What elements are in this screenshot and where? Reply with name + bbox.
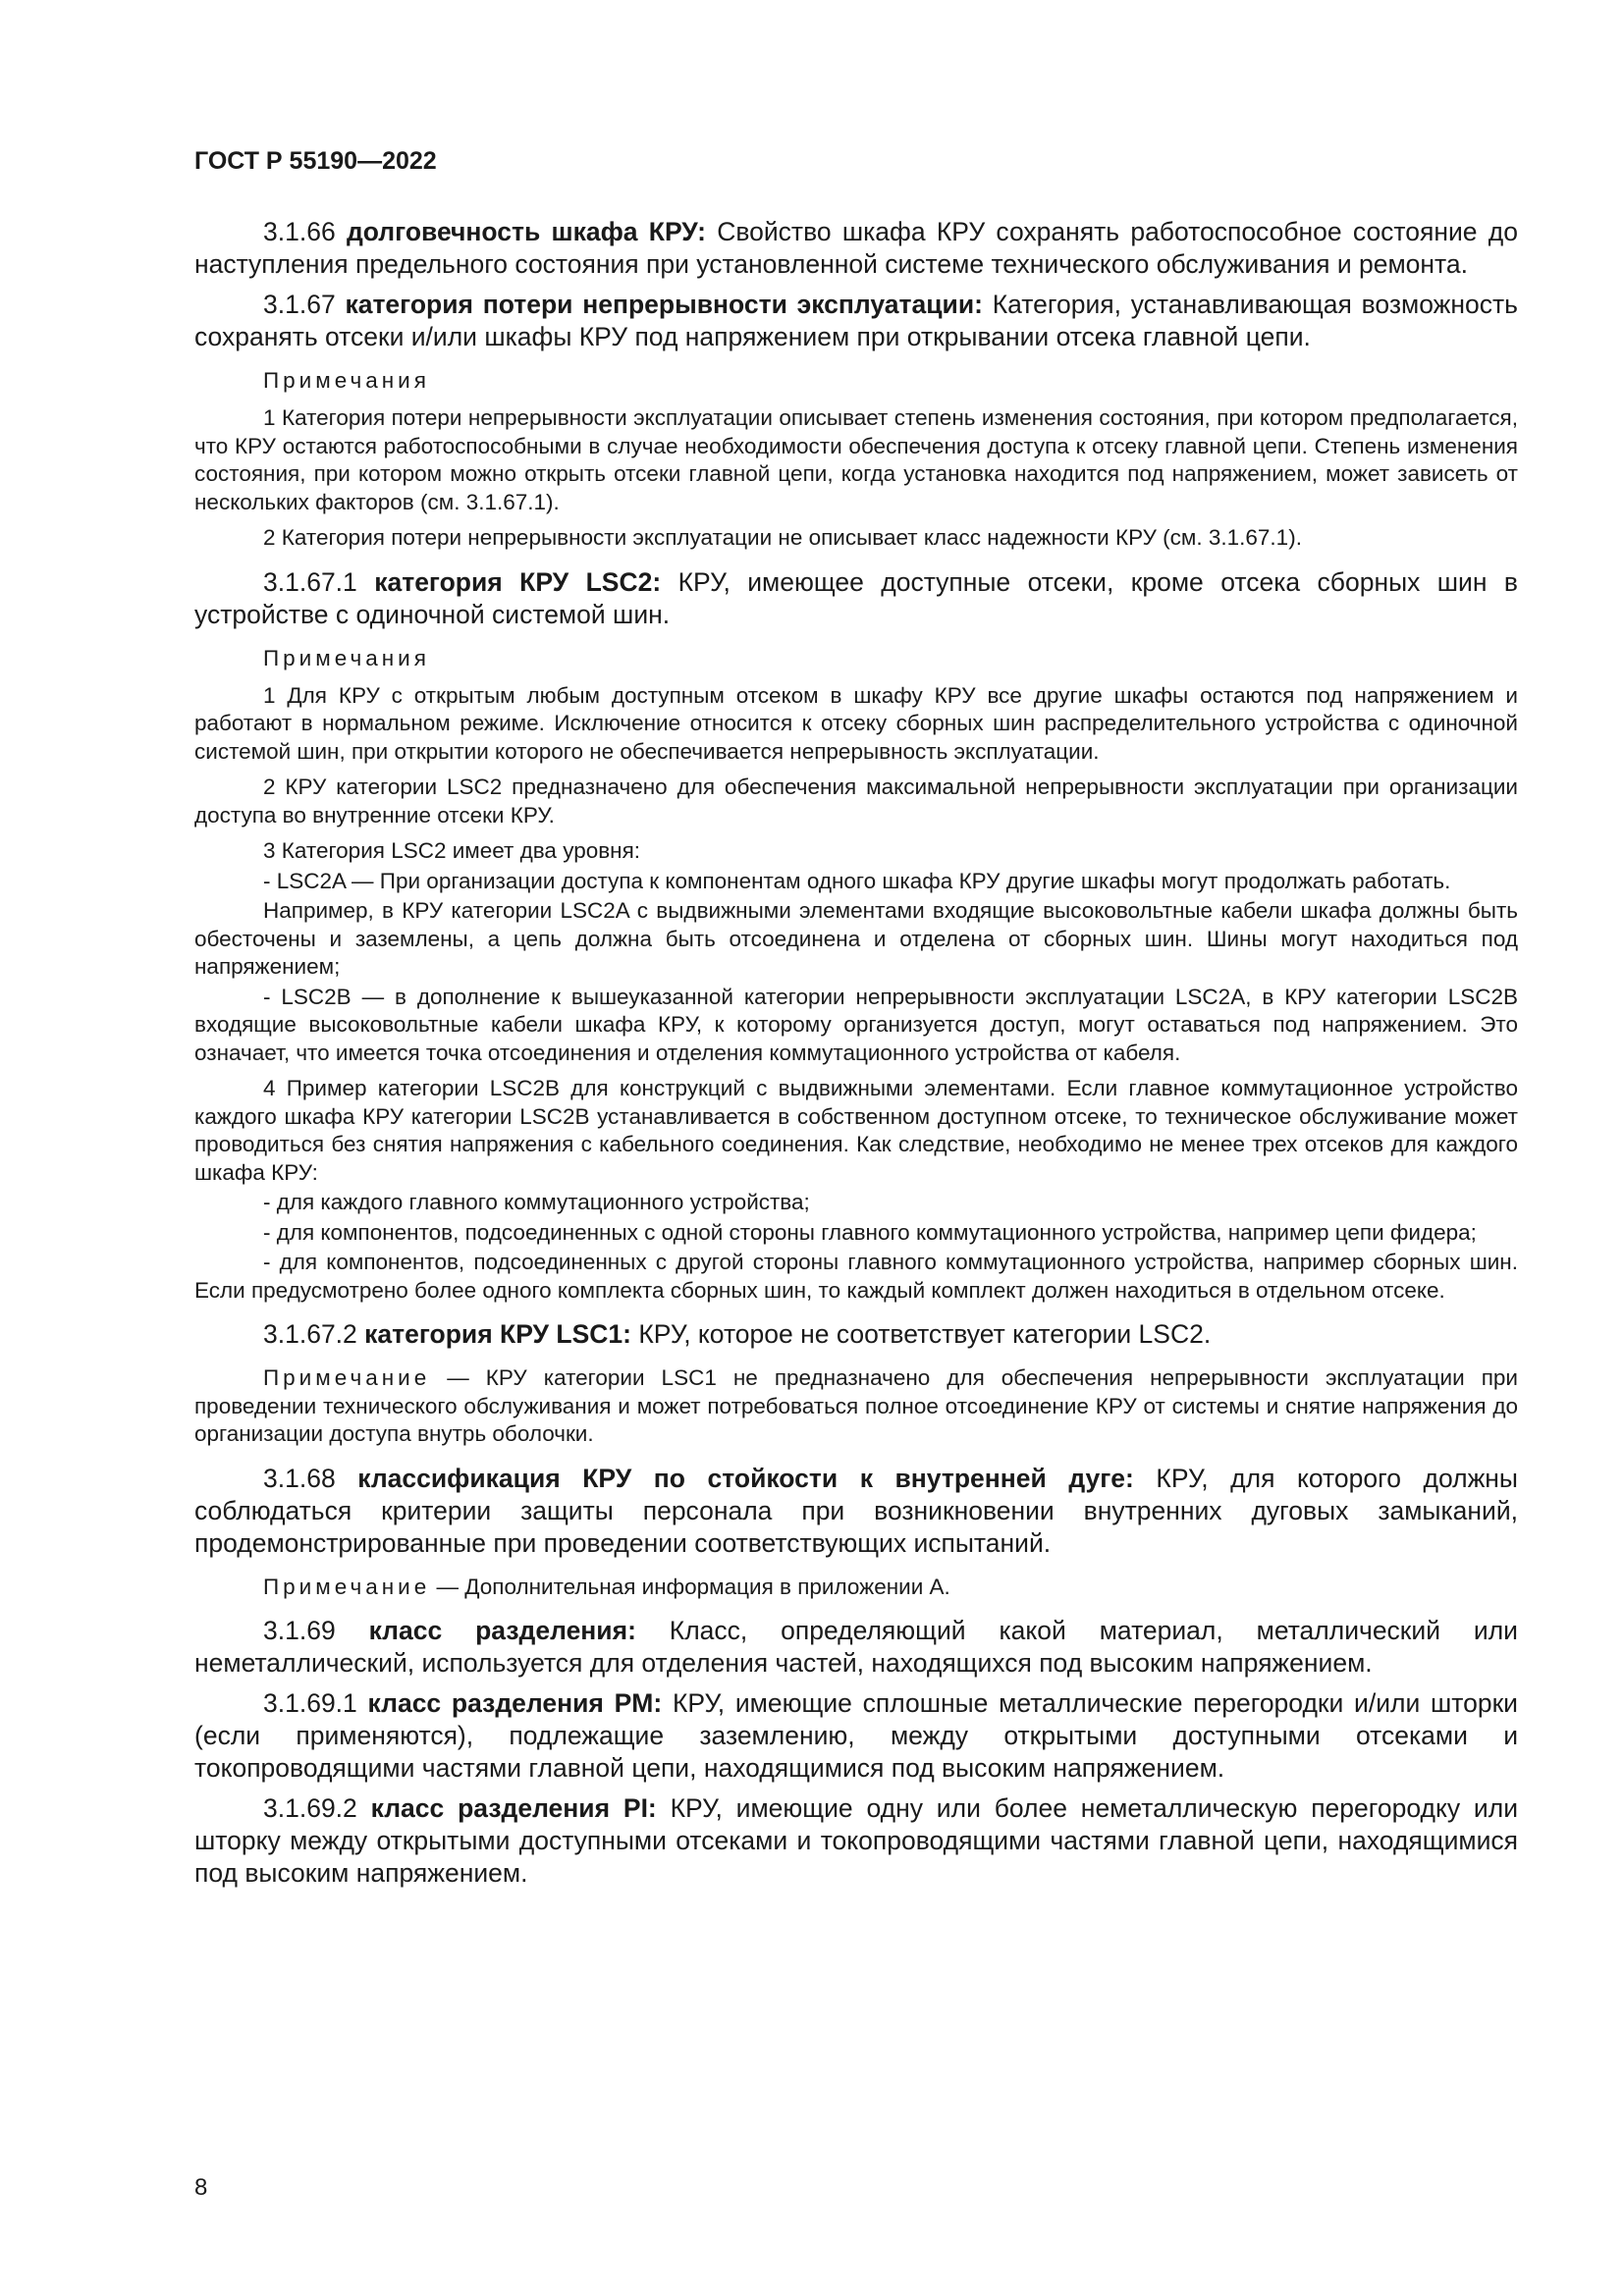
note-text: — КРУ категории LSC1 не предназначено для обеспечения непрерывности эксплуатации при проведении технического обслуживания и может потребоваться полное отсоединение КРУ от системы и снятие напряжения до организации доступа внутрь оболочки. — [194, 1365, 1518, 1446]
document-header: ГОСТ Р 55190—2022 — [194, 147, 437, 175]
term-number: 3.1.67.1 — [263, 566, 357, 597]
term-definition: Свойство шкафа КРУ сохранять работоспособное состояние до наступления предельного состояния при установленной системе технического обслуживания и ремонта. — [194, 217, 1518, 279]
term-number: 3.1.69 — [263, 1616, 336, 1645]
term-3-1-67-2 — [194, 1318, 1518, 1351]
term-definition: КРУ, имеющие одну или более неметаллическую перегородку или шторку между открытыми доступными отсеками и токопроводящими частями главной цепи, находящимися под высоким напряжением. — [194, 1793, 1518, 1888]
note-item: 3 Категория LSC2 имеет два уровня: — [263, 838, 641, 863]
note-item: 4 Пример категории LSC2B для конструкций с выдвижными элементами. Если главное коммутационное устройство каждого шкафа КРУ категории LSC2B устанавливается в собственном доступном отсеке, то техническое обслуживание может проводиться без снятия напряжения с кабельного соединения. Как следствие, необходимо не менее трех отсеков для каждого шкафа КРУ: — [194, 1076, 1518, 1185]
term-number: 3.1.67 — [263, 290, 336, 319]
term-number: 3.1.67.2 — [263, 1319, 357, 1349]
term-title: категория КРУ LSC1: — [364, 1319, 631, 1349]
note-3-1-68 — [194, 1574, 1518, 1602]
term-definition: КРУ, которое не соответствует категории LSC2. — [638, 1319, 1212, 1349]
note-list-item: - LSC2B — в дополнение к вышеуказанной категории непрерывности эксплуатации LSC2A, в КРУ категории LSC2B входящие высоковольтные кабели шкафа КРУ, к которому организуется доступ, могут оставаться под напряжением. Это означает, что имеется точка отсоединения и отделения коммутационного устройства от кабеля. — [194, 984, 1518, 1065]
term-title: класс разделения PI: — [370, 1793, 657, 1823]
note-list-item: - для каждого главного коммутационного устройства; — [263, 1190, 810, 1214]
term-3-1-69-1 — [194, 1687, 1518, 1785]
term-3-1-67-1 — [194, 566, 1518, 631]
term-title: класс разделения PM: — [367, 1688, 663, 1718]
term-number: 3.1.69.1 — [263, 1688, 357, 1718]
term-number: 3.1.66 — [263, 217, 336, 246]
note-3-1-67-2 — [194, 1364, 1518, 1449]
note-label: Примечание — [263, 1365, 431, 1390]
term-definition: Категория, устанавливающая возможность сохранять отсеки и/или шкафы КРУ под напряжением при открывании отсека главной цепи. — [194, 290, 1518, 351]
note-list-item: - LSC2A — При организации доступа к компонентам одного шкафа КРУ другие шкафы могут продолжать работать. — [263, 868, 1451, 893]
term-3-1-69-2 — [194, 1792, 1518, 1890]
note-item: 1 Категория потери непрерывности эксплуатации описывает степень изменения состояния, при котором предполагается, что КРУ остаются работоспособными в случае необходимости обеспечения доступа к отсеку главной цепи. Степень изменения состояния, при котором можно открыть отсеки главной цепи, когда установка находится под напряжением, может зависеть от нескольких факторов (см. 3.1.67.1). — [194, 405, 1518, 514]
term-title: классификация КРУ по стойкости к внутренней дуге: — [357, 1463, 1134, 1493]
term-3-1-66 — [194, 216, 1518, 281]
note-item: 2 Категория потери непрерывности эксплуатации не описывает класс надежности КРУ (см. 3.1.67.1). — [263, 525, 1302, 550]
term-title: категория потери непрерывности эксплуатации: — [345, 290, 983, 319]
note-example: Например, в КРУ категории LSC2A с выдвижными элементами входящие высоковольтные кабели шкафа должны быть обесточены и заземлены, а цепь должна быть отсоединена и отделена от сборных шин. Шины могут находиться под напряжением; — [194, 898, 1518, 979]
term-3-1-69 — [194, 1615, 1518, 1680]
term-definition: КРУ, имеющее доступные отсеки, кроме отсека сборных шин в устройстве с одиночной системой шин. — [194, 566, 1518, 629]
note-label: Примечание — [263, 1574, 431, 1599]
term-3-1-67 — [194, 289, 1518, 353]
term-3-1-68 — [194, 1463, 1518, 1560]
notes-heading: Примечания — [263, 645, 430, 670]
note-list-item: - для компонентов, подсоединенных с другой стороны главного коммутационного устройства, например сборных шин. Если предусмотрено более одного комплекта сборных шин, то каждый комплект должен находиться в отдельном отсеке. — [194, 1250, 1518, 1303]
document-body — [194, 216, 1518, 1897]
term-definition: КРУ, для которого должны соблюдаться критерии защиты персонала при возникновении внутренних дуговых замыканий, продемонстрированные при проведении соответствующих испытаний. — [194, 1463, 1518, 1558]
term-definition: КРУ, имеющие сплошные металлические перегородки и/или шторки (если применяются), подлежащие заземлению, между открытыми доступными отсеками и токопроводящими частями главной цепи, находящимися под высоким напряжением. — [194, 1688, 1518, 1783]
term-title: класс разделения: — [368, 1616, 636, 1645]
notes-heading: Примечания — [263, 368, 430, 393]
note-item: 2 КРУ категории LSC2 предназначено для обеспечения максимальной непрерывности эксплуатации при организации доступа во внутренние отсеки КРУ. — [194, 774, 1518, 828]
page-number: 8 — [194, 2174, 208, 2201]
note-item: 1 Для КРУ с открытым любым доступным отсеком в шкафу КРУ все другие шкафы остаются под напряжением и работают в нормальном режиме. Исключение относится к отсеку сборных шин распределительного устройства с одиночной системой шин, при открытии которого не обеспечивается непрерывность эксплуатации. — [194, 682, 1518, 764]
term-number: 3.1.68 — [263, 1463, 336, 1493]
term-title: долговечность шкафа КРУ: — [346, 217, 706, 246]
term-title: категория КРУ LSC2: — [374, 566, 662, 597]
term-definition: Класс, определяющий какой материал, металлический или неметаллический, используется для отделения частей, находящихся под высоким напряжением. — [194, 1616, 1518, 1678]
note-list-item: - для компонентов, подсоединенных с одной стороны главного коммутационного устройства, например цепи фидера; — [263, 1219, 1477, 1245]
term-number: 3.1.69.2 — [263, 1793, 357, 1823]
note-text: — Дополнительная информация в приложении А. — [436, 1574, 950, 1599]
